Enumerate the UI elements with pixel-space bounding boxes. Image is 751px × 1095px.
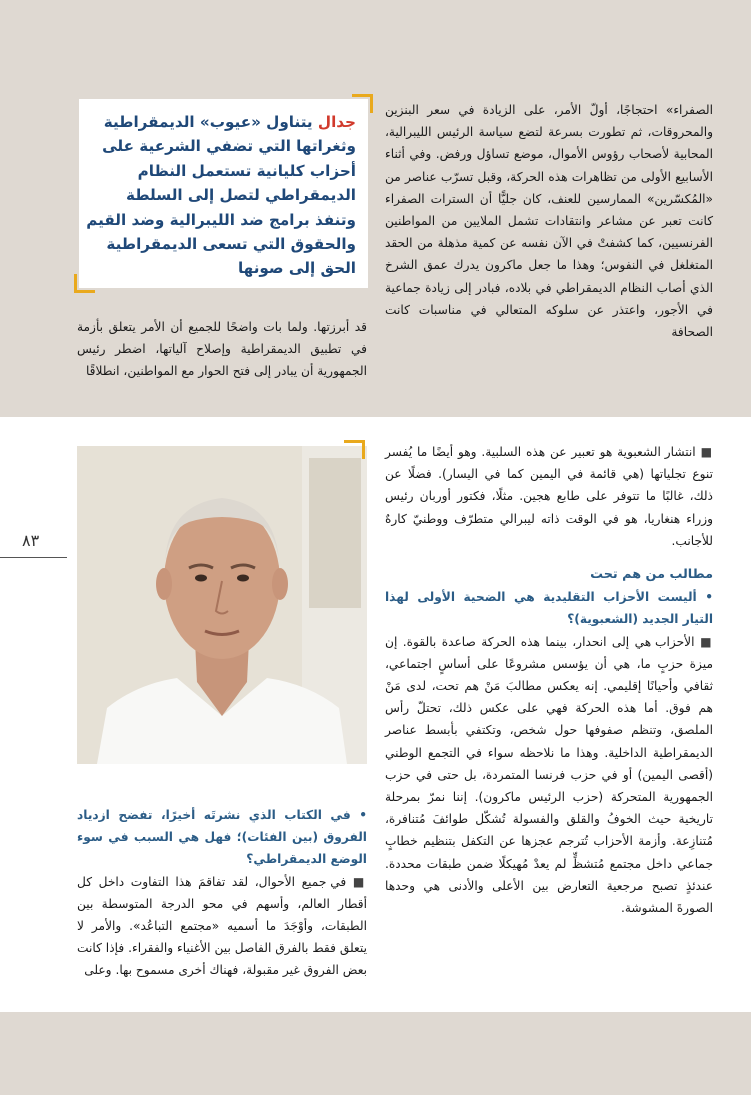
top-right-paragraph: الصفراء» احتجاجًا، أولّ الأمر، على الزيادة في سعر البنزين والمحروقات، ثم تطورت بسرعة لتضع سياسة الرئيس الليبرالية، المحابية لأصحاب رؤوس الأموال، موضع تساؤل ورفض. وفي أثناء الأسابيع الأولى من تظاهرات هذه الحركة، وقبل تسرّب عناصر من «المُكسّرين» الممارسين للعنف، كان جليًّا أن السترات الصفراء كانت تعبر عن مشاعر وانتقادات تشمل الملايين من المواطنين الفرنسيين، كما كشفتْ في الآن نفسه عن كمية مذهلة من الحقد المتغلغل في النفوس؛ وهذا ما جعل ماكرون يدرك عمق الشرخ الذي أصاب النظام الديمقراطي في بلاده، فبادر إلى زيادة جماعية في الأجور، واعتذر عن سلوكه المتعالي في مناسبات كانت الصحافة xyxy=(385,103,713,340)
question-3-text: في الكتاب الذي نشرتَه أخيرًا، تفضح ازدياد الفروق (بين الفئات)؛ فهل هي السبب في سوء الوضع الديمقراطي؟ xyxy=(77,808,367,867)
bottom-left-column xyxy=(77,804,367,982)
author-photo xyxy=(77,446,367,764)
bottom-right-para-1 xyxy=(385,441,713,552)
pull-quote-text xyxy=(86,110,356,281)
answer-3-text: في جميع الأحوال، لقد تفاقمَ هذا التفاوت داخل كل أقطار العالم، وأسهم في محو الدرجة المتوسطة بين الطبقات، وأوْجَدَ ما أسميه «مجتمع التباعُد». والأمر لا يتعلق فقط بالفرق الفاصل بين الأغنياء والفقراء. فإذا كانت بعض الفروق غير مقبولة، فهناك أخرى مسموح بها. وعلى xyxy=(77,874,367,978)
para-1-text: انتشار الشعبوية هو تعبير عن هذه السلبية. وهو أيضًا ما يُفسر تنوع تجلياتها (هي قائمة في اليمين كما في اليسار). فضلًا عن ذلك، غالبًا ما تتوفر على طابع هجين. مثلًا، فكتور أوربان رئيس وزراء هنغاريا، هو في الوقت ذاته ليبرالي متطرّف ووطنيّ كارهٌ للأجانب. xyxy=(385,445,713,548)
top-left-paragraph: قد أبرزتها. ولما بات واضحًا للجميع أن الأمر يتعلق بأزمة في تطبيق الديمقراطية وإصلاح آلياتها، اضطر رئيس الجمهورية أن يبادر إلى فتح الحوار مع المواطنين، انطلاقًا xyxy=(77,320,367,379)
bullet-marker: ■ xyxy=(699,634,713,649)
top-right-column xyxy=(385,99,713,343)
answer-2-text: الأحزاب هي إلى انحدار، بينما هذه الحركة صاعدة بالقوة. إن ميزة حزبٍ ما، هي أن يؤسس مشروعًا على أساسٍ اجتماعي، ثقافي وأحيانًا إقليمي. إنه يعكس مطالبَ مَنْ هم تحت، لدى مَنْ هم فوق. أما هذه الحركة فهي على عكس ذلك، تحتلّ رأس الملصق، وتنظم صفوفها حول شخص، وتكتفي بأبسط عناصر الديمقراطية الداخلية. وهذا ما نلاحظه سواء في التجمع الوطني (أقصى اليمين) أو في حزب فرنسا المتمردة، بل حتى في حزب الجمهورية المتحركة (حزب الرئيس ماكرون). إننا نمرّ بمرحلة تاريخية حيث الخوفُ والقلق والفسولة تُشكّل طوائفَ مُتنافرة، مُتنازِعة. وأزمة الأحزاب تُترجم عجزها عن التكفل بتنظيم خطابٍ جماعي داخل مجتمع مُتشظٍّ لم يعدْ مُهيكلًا ضمن طبقات محددة. عندئذٍ تصبح مرجعية التعارض بين الأعلى والأدنى هي وحدها الصورةَ المشوشة. xyxy=(385,634,713,916)
answer-3 xyxy=(77,871,367,982)
question-bullet: • xyxy=(705,590,713,605)
pull-quote-keyword: جدال xyxy=(317,113,356,131)
bullet-marker: ■ xyxy=(352,874,368,889)
section-subheading: مطالب من هم تحت xyxy=(590,567,713,583)
bullet-marker: ■ xyxy=(700,445,714,459)
question-2 xyxy=(385,586,713,630)
photo-corner xyxy=(344,440,365,459)
pull-quote xyxy=(79,99,368,288)
question-3 xyxy=(77,804,367,871)
bottom-band xyxy=(0,1012,751,1095)
bottom-right-column xyxy=(385,441,713,919)
question-2-text: أليست الأحزاب التقليدية هي الضحية الأولى لهذا التيار الجديد (الشعبوية)؟ xyxy=(385,590,713,627)
question-bullet: • xyxy=(359,808,367,822)
pull-quote-body: يتناول «عيوب» الديمقراطية وثغراتها التي تضفي الشرعية على أحزاب كليانية تستعمل النظام الديمقراطي لتصل إلى السلطة وتنفذ برامج ضد الليبرالية وضد القيم والحقوق التي تسعى الديمقراطية الحق إلى صونها xyxy=(86,113,356,278)
portrait-illustration xyxy=(77,446,367,764)
page-number-rule xyxy=(0,557,67,558)
answer-2 xyxy=(385,631,713,920)
page-number: ٨٣ xyxy=(22,531,40,550)
top-left-column xyxy=(77,316,367,383)
